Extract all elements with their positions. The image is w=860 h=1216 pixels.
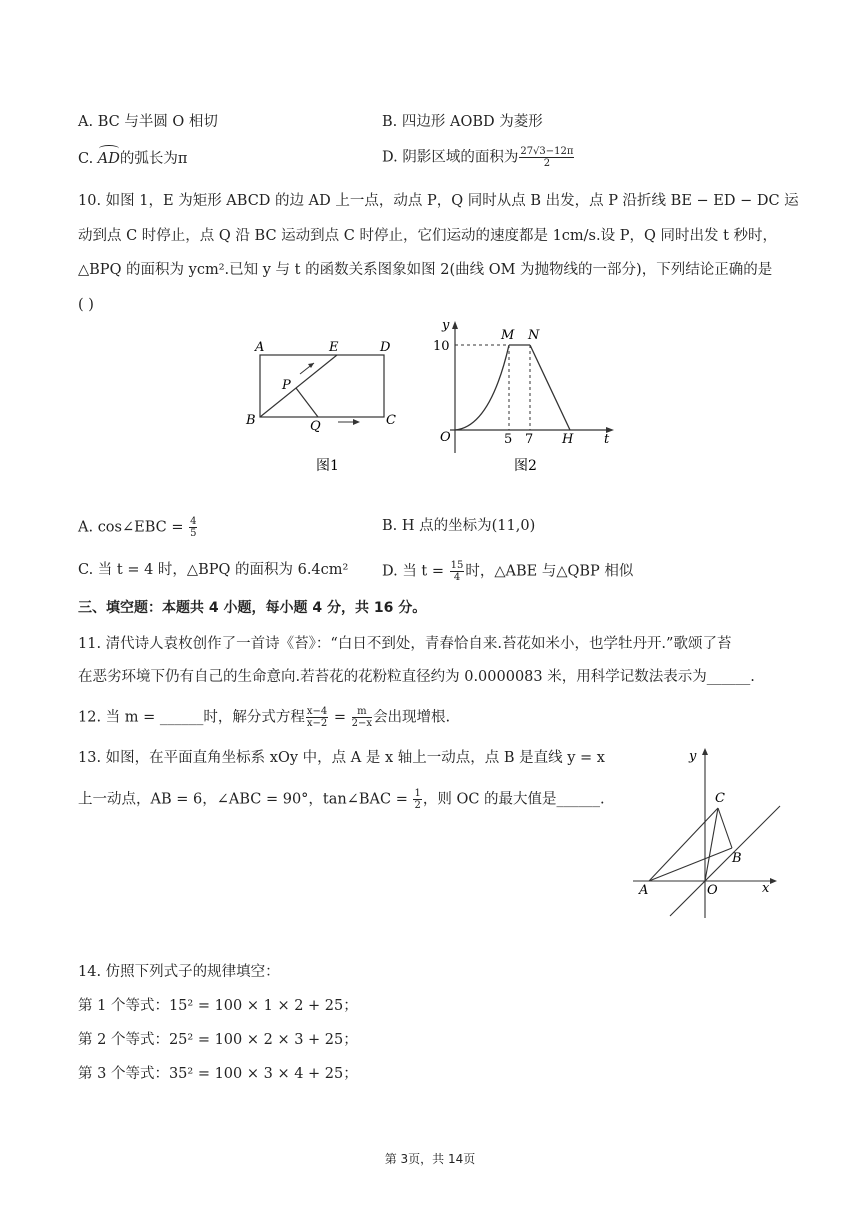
q13-line-2-suffix: ，则 OC 的最大值是______.	[422, 791, 605, 808]
segment-be	[260, 355, 337, 417]
q10-option-d-prefix: D. 当 t =	[382, 563, 445, 580]
figure-2-caption: 图2	[514, 458, 537, 474]
label-a: A	[255, 340, 265, 355]
q12-suffix: 会出现增根.	[373, 709, 451, 726]
label-b: B	[732, 851, 742, 866]
q10-line-4: ( )	[78, 297, 94, 313]
label-c: C	[715, 791, 725, 806]
fraction-numerator: 27√3−12π	[520, 146, 574, 157]
q9-option-c-prefix: C.	[78, 151, 94, 167]
label-x: x	[762, 881, 770, 896]
q14-equation-2: 第 2 个等式：25² = 100 × 2 × 3 + 25；	[78, 1032, 358, 1048]
segment-pq	[296, 388, 318, 417]
segment-nh	[530, 345, 570, 430]
fraction-numerator: 15	[450, 560, 464, 571]
fraction-denominator: 2−x	[351, 718, 373, 729]
figure-1	[240, 330, 410, 480]
q10-option-d-fraction	[450, 560, 465, 583]
q10-line-2: 动到点 C 时停止，点 Q 沿 BC 运动到点 C 时停止，它们运动的速度都是 1cm/s.设 P，Q 同时出发 t 秒时，	[78, 228, 778, 244]
label-h: H	[562, 432, 574, 447]
q14-line-1: 14. 仿照下列式子的规律填空：	[78, 964, 280, 980]
q12-fraction-2	[352, 706, 372, 729]
label-10: 10	[433, 339, 450, 354]
q11-line-2: 在恶劣环境下仍有自己的生命意向.若苔花的花粉粒直径约为 0.0000083 米，用科学记数法表示为______.	[78, 669, 755, 685]
q9-option-c	[78, 149, 187, 169]
q9-arc-ad: AD	[97, 151, 120, 167]
segment-cb	[718, 808, 732, 848]
figure-2	[430, 315, 620, 480]
x-axis-arrow	[770, 878, 777, 884]
q13-line-2-prefix: 上一动点，AB = 6，∠ABC = 90°，tan∠BAC =	[78, 791, 408, 808]
q14-equation-3: 第 3 个等式：35² = 100 × 3 × 4 + 25；	[78, 1066, 358, 1082]
label-a: A	[639, 883, 649, 898]
label-m: M	[501, 328, 515, 343]
q9-option-d	[382, 146, 575, 169]
page-footer: 第 3页，共 14页	[384, 1152, 476, 1166]
q10-line-1: 10. 如图 1，E 为矩形 ABCD 的边 AD 上一点，动点 P，Q 同时从点 B 出发，点 P 沿折线 BE − ED − DC 运	[78, 193, 799, 209]
figure-1-caption: 图1	[316, 458, 339, 474]
fraction-numerator: x−4	[306, 706, 328, 717]
label-d: D	[380, 340, 391, 355]
label-c: C	[386, 413, 396, 428]
q12-equals: =	[329, 709, 351, 726]
label-o: O	[707, 883, 718, 898]
q10-line-3: △BPQ 的面积为 ycm².已知 y 与 t 的函数关系图象如图 2(曲线 OM 为抛物线的一部分)，下列结论正确的是	[78, 262, 773, 278]
q9-option-a: A. BC 与半圆 O 相切	[78, 114, 218, 130]
q13-fraction	[413, 788, 421, 811]
q10-option-c: C. 当 t = 4 时，△BPQ 的面积为 6.4cm²	[78, 562, 349, 578]
q10-option-a-fraction	[189, 516, 197, 539]
q12-fraction-1	[306, 706, 328, 729]
curve-om	[455, 345, 509, 430]
q13-line-1: 13. 如图，在平面直角坐标系 xOy 中，点 A 是 x 轴上一动点，点 B 是直线 y = x	[78, 750, 605, 766]
line-y-equals-x	[670, 806, 780, 916]
label-o: O	[440, 430, 451, 445]
fraction-denominator: 2	[543, 158, 551, 169]
label-7: 7	[525, 432, 534, 447]
label-q: Q	[310, 419, 321, 434]
q14-equation-1: 第 1 个等式：15² = 100 × 1 × 2 + 25；	[78, 998, 358, 1014]
q9-option-c-suffix: 的弧长为π	[119, 151, 188, 167]
q9-option-d-fraction	[519, 146, 574, 169]
arrow-q-head	[353, 419, 360, 425]
q10-option-a-prefix: A. cos∠EBC =	[78, 519, 184, 536]
section-3-heading: 三、填空题：本题共 4 小题，每小题 4 分，共 16 分。	[78, 600, 427, 616]
y-axis-arrow	[702, 748, 708, 755]
segment-ac	[649, 808, 718, 881]
label-n: N	[528, 328, 540, 343]
fraction-numerator: 4	[190, 516, 197, 527]
q11-line-1: 11. 清代诗人袁枚创作了一首诗《苔》：“白日不到处，青春恰自来.苔花如米小，也学牡丹开.”歌颂了苔	[78, 636, 732, 652]
label-p: P	[282, 378, 291, 393]
label-t: t	[604, 432, 610, 447]
label-y: y	[689, 749, 697, 764]
label-y: y	[442, 318, 450, 333]
fraction-denominator: 4	[453, 572, 461, 583]
q10-option-b: B. H 点的坐标为(11,0)	[382, 518, 536, 534]
segment-ab	[649, 848, 732, 881]
q13-line-2	[78, 788, 605, 811]
rectangle-abcd	[260, 355, 384, 417]
q12-prefix: 12. 当 m = ______时，解分式方程	[78, 709, 305, 726]
label-5: 5	[504, 432, 513, 447]
q10-option-d	[382, 560, 633, 583]
figure-13	[625, 740, 785, 925]
fraction-denominator: 2	[414, 800, 421, 811]
fraction-denominator: x−2	[306, 718, 328, 729]
q9-option-d-prefix: D. 阴影区域的面积为	[382, 149, 519, 166]
q12-line	[78, 706, 450, 729]
fraction-denominator: 5	[190, 528, 197, 539]
label-e: E	[329, 340, 339, 355]
label-b: B	[246, 413, 256, 428]
y-axis-arrow	[452, 321, 458, 329]
fraction-numerator: m	[352, 706, 372, 718]
q10-option-a	[78, 516, 198, 539]
fraction-numerator: 1	[414, 788, 421, 799]
q9-option-b: B. 四边形 AOBD 为菱形	[382, 114, 543, 130]
q10-option-d-suffix: 时，△ABE 与△QBP 相似	[465, 563, 634, 580]
